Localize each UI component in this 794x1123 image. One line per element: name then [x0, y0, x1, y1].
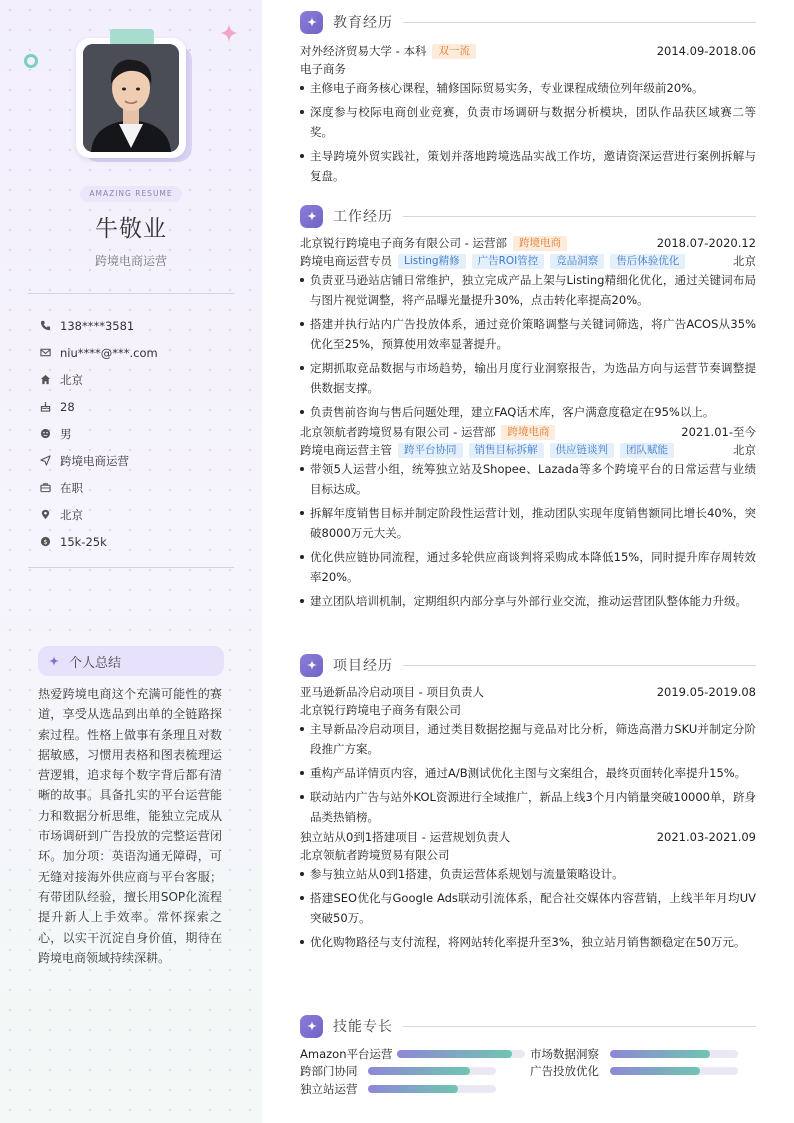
education-bullets	[300, 78, 756, 186]
list-item: 建立团队培训机制，定期组织内部分享与外部行业交流，推动运营团队整体能力升级。	[300, 591, 756, 611]
work-bullets	[300, 459, 756, 611]
info-text: 跨境电商运营	[60, 453, 129, 468]
skill-tag: Listing精修	[398, 254, 466, 269]
home-icon	[40, 373, 60, 387]
project-company: 北京领航者跨境贸易有限公司	[300, 848, 450, 862]
work-bullets	[300, 270, 756, 422]
summary-heading	[38, 646, 224, 676]
industry-tag: 跨境电商	[513, 236, 567, 251]
phone-icon	[40, 319, 60, 333]
info-status	[40, 474, 240, 501]
skill-tag: 销售目标拆解	[469, 443, 544, 458]
list-item: 搭建SEO优化与Google Ads联动引流体系，配合社交媒体内容营销，上线半年月均UV突破50万。	[300, 888, 756, 928]
list-item: 主导新品冷启动项目，通过类目数据挖掘与竞品对比分析，筛选高潜力SKU并制定分阶段推广方案。	[300, 719, 756, 759]
education-entry	[300, 42, 756, 186]
list-item: 负责亚马逊站店铺日常维护，独立完成产品上架与Listing精细化优化，通过关键词布局与图片视觉调整，将产品曝光量提升30%，点击转化率提高20%。	[300, 270, 756, 310]
info-phone	[40, 312, 240, 339]
list-item: 搭建并执行站内广告投放体系，通过竞价策略调整与关键词筛选，将广告ACOS从35%优化至25%，预算使用效率显著提升。	[300, 314, 756, 354]
school-name: 对外经济贸易大学 - 本科	[300, 44, 427, 58]
project-company: 北京锐行跨境电子商务有限公司	[300, 703, 461, 717]
summary-title: 个人总结	[69, 655, 122, 671]
location-pin-icon	[40, 508, 60, 522]
project-bullets	[300, 864, 756, 952]
send-icon	[40, 454, 60, 468]
skill-name: Amazon平台运营	[300, 1047, 393, 1061]
skill-bar-fill	[610, 1067, 700, 1075]
section-title: 工作经历	[333, 209, 393, 225]
skill-tag: 跨平台协同	[398, 443, 463, 458]
info-age	[40, 393, 240, 420]
info-target-role	[40, 447, 240, 474]
skill-tag: 团队赋能	[620, 443, 674, 458]
work-section	[300, 204, 756, 615]
skill-bar	[610, 1050, 738, 1058]
info-text: 28	[60, 399, 75, 414]
section-rule	[403, 216, 756, 217]
person-name: 牛敬业	[95, 216, 167, 242]
sparkle-icon	[48, 655, 60, 667]
major: 电子商务	[300, 62, 346, 76]
job-city: 北京	[733, 443, 756, 457]
list-item: 定期抓取竞品数据与市场趋势，输出月度行业洞察报告，为选品方向与运营节奏调整提供数据支撑。	[300, 358, 756, 398]
info-city	[40, 501, 240, 528]
gender-icon	[40, 427, 60, 441]
list-item: 优化购物路径与支付流程，将网站转化率提升至3%，独立站月销售额稳定在50万元。	[300, 932, 756, 952]
list-item: 深度参与校际电商创业竞赛，负责市场调研与数据分析模块，团队作品获区域赛二等奖。	[300, 102, 756, 142]
section-header	[300, 653, 756, 677]
projects-section	[300, 653, 756, 956]
list-item: 联动站内广告与站外KOL资源进行全域推广，新品上线3个月内销量突破10000单，跻身品类热销榜。	[300, 787, 756, 827]
position-line	[300, 441, 756, 459]
info-text: 北京	[60, 507, 83, 522]
position-title: 跨境电商运营专员	[300, 254, 392, 268]
entry-header	[300, 234, 756, 252]
work-entry	[300, 423, 756, 611]
salary-icon	[40, 535, 60, 549]
entry-period: 2021.03-2021.09	[656, 830, 756, 844]
skill-name: 跨部门协同	[300, 1064, 358, 1078]
skill-bar	[368, 1067, 496, 1075]
skill-bar	[610, 1067, 738, 1075]
industry-tag: 跨境电商	[501, 425, 555, 440]
project-name: 独立站从0到1搭建项目 - 运营规划负责人	[300, 830, 511, 844]
section-header	[300, 1014, 756, 1038]
skill-tag: 售后体验优化	[610, 254, 685, 269]
section-rule	[403, 665, 756, 666]
sparkle-icon	[300, 205, 323, 228]
resume-badge: AMAZING RESUME	[80, 186, 182, 202]
section-title: 项目经历	[333, 658, 393, 674]
briefcase-icon	[40, 481, 60, 495]
position-line	[300, 252, 756, 270]
skill-bar-fill	[368, 1085, 458, 1093]
section-header	[300, 204, 756, 228]
svg-text:$: $	[43, 537, 48, 546]
school-tag: 双一流	[432, 44, 476, 59]
sparkle-icon	[300, 654, 323, 677]
sparkle-icon	[300, 11, 323, 34]
company-name: 北京领航者跨境贸易有限公司 - 运营部	[300, 425, 496, 439]
entry-period: 2018.07-2020.12	[656, 236, 756, 250]
contact-info-list	[40, 312, 240, 555]
ring-decoration	[24, 54, 38, 68]
skill-name: 独立站运营	[300, 1082, 358, 1096]
education-section	[300, 10, 756, 190]
skill-bar-fill	[368, 1067, 470, 1075]
entry-period: 2019.05-2019.08	[656, 685, 756, 699]
position-title: 跨境电商运营主管	[300, 443, 392, 457]
list-item: 优化供应链协同流程，通过多轮供应商谈判将采购成本降低15%，同时提升库存周转效率20%。	[300, 547, 756, 587]
section-title: 教育经历	[333, 15, 393, 31]
photo-tape	[110, 29, 154, 45]
person-role: 跨境电商运营	[94, 254, 167, 268]
entry-period: 2014.09-2018.06	[656, 44, 756, 58]
entry-header	[300, 683, 756, 701]
work-entry	[300, 234, 756, 422]
summary-text: 热爱跨境电商这个充满可能性的赛道，享受从选品到出单的全链路探索过程。性格上做事有条理且对数据敏感，习惯用表格和图表梳理运营逻辑，追求每个数字背后都有清晰的故事。具备扎实的平台运营能力和数据分析思维，能独立完成从市场调研到广告投放的完整运营闭环。加分项：英语沟通无障碍，可无缝对接海外供应商与平台客服；有带团队经验，擅长用SOP化流程提升新人上手效率。常怀探索之心，以实干沉淀自身价值，期待在跨境电商领域持续深耕。	[38, 687, 222, 965]
info-text: niu****@***.com	[60, 345, 158, 360]
entry-period: 2021.01-至今	[681, 425, 756, 439]
entry-header	[300, 828, 756, 846]
info-text: 138****3581	[60, 318, 135, 333]
skills-section	[300, 1014, 756, 1038]
list-item: 重构产品详情页内容，通过A/B测试优化主图与文案组合，最终页面转化率提升15%。	[300, 763, 756, 783]
skill-name: 市场数据洞察	[530, 1047, 599, 1061]
sidebar-divider	[28, 567, 234, 568]
info-text: 男	[60, 426, 72, 441]
project-entry	[300, 828, 756, 952]
info-home	[40, 366, 240, 393]
list-item: 拆解年度销售目标并制定阶段性运营计划，推动团队实现年度销售额同比增长40%，突破8000万元大关。	[300, 503, 756, 543]
cake-icon	[40, 400, 60, 414]
info-email	[40, 339, 240, 366]
entry-header	[300, 423, 756, 441]
skill-bar-fill	[610, 1050, 710, 1058]
info-text: 15k-25k	[60, 534, 107, 549]
info-text: 在职	[60, 480, 83, 495]
project-entry	[300, 683, 756, 827]
entry-header	[300, 42, 756, 60]
skill-tag: 供应链谈判	[550, 443, 615, 458]
skill-tag: 广告ROI管控	[472, 254, 545, 269]
list-item: 参与独立站从0到1搭建，负责运营体系规划与流量策略设计。	[300, 864, 756, 884]
section-rule	[403, 22, 756, 23]
sidebar	[0, 0, 262, 1123]
mail-icon	[40, 346, 60, 360]
section-title: 技能专长	[333, 1019, 393, 1035]
sparkle-icon	[218, 22, 240, 44]
list-item: 主修电子商务核心课程，辅修国际贸易实务，专业课程成绩位列年级前20%。	[300, 78, 756, 98]
avatar	[83, 44, 179, 152]
skill-tag: 竞品洞察	[550, 254, 604, 269]
info-salary	[40, 528, 240, 555]
job-city: 北京	[733, 254, 756, 268]
list-item: 带领5人运营小组，统筹独立站及Shopee、Lazada等多个跨境平台的日常运营与业绩目标达成。	[300, 459, 756, 499]
list-item: 主导跨境外贸实践社，策划并落地跨境选品实战工作坊，邀请资深运营进行案例拆解与复盘。	[300, 146, 756, 186]
company-name: 北京锐行跨境电子商务有限公司 - 运营部	[300, 236, 507, 250]
info-text: 北京	[60, 372, 83, 387]
skill-bar	[368, 1085, 496, 1093]
sparkle-icon	[300, 1015, 323, 1038]
skill-name: 广告投放优化	[530, 1064, 599, 1078]
section-rule	[403, 1026, 756, 1027]
section-header	[300, 10, 756, 34]
skill-bar-fill	[397, 1050, 512, 1058]
project-name: 亚马逊新品冷启动项目 - 项目负责人	[300, 685, 484, 699]
info-gender	[40, 420, 240, 447]
skill-bar	[397, 1050, 525, 1058]
list-item: 负责售前咨询与售后问题处理，建立FAQ话术库，客户满意度稳定在95%以上。	[300, 402, 756, 422]
project-bullets	[300, 719, 756, 827]
sidebar-divider	[28, 293, 234, 294]
